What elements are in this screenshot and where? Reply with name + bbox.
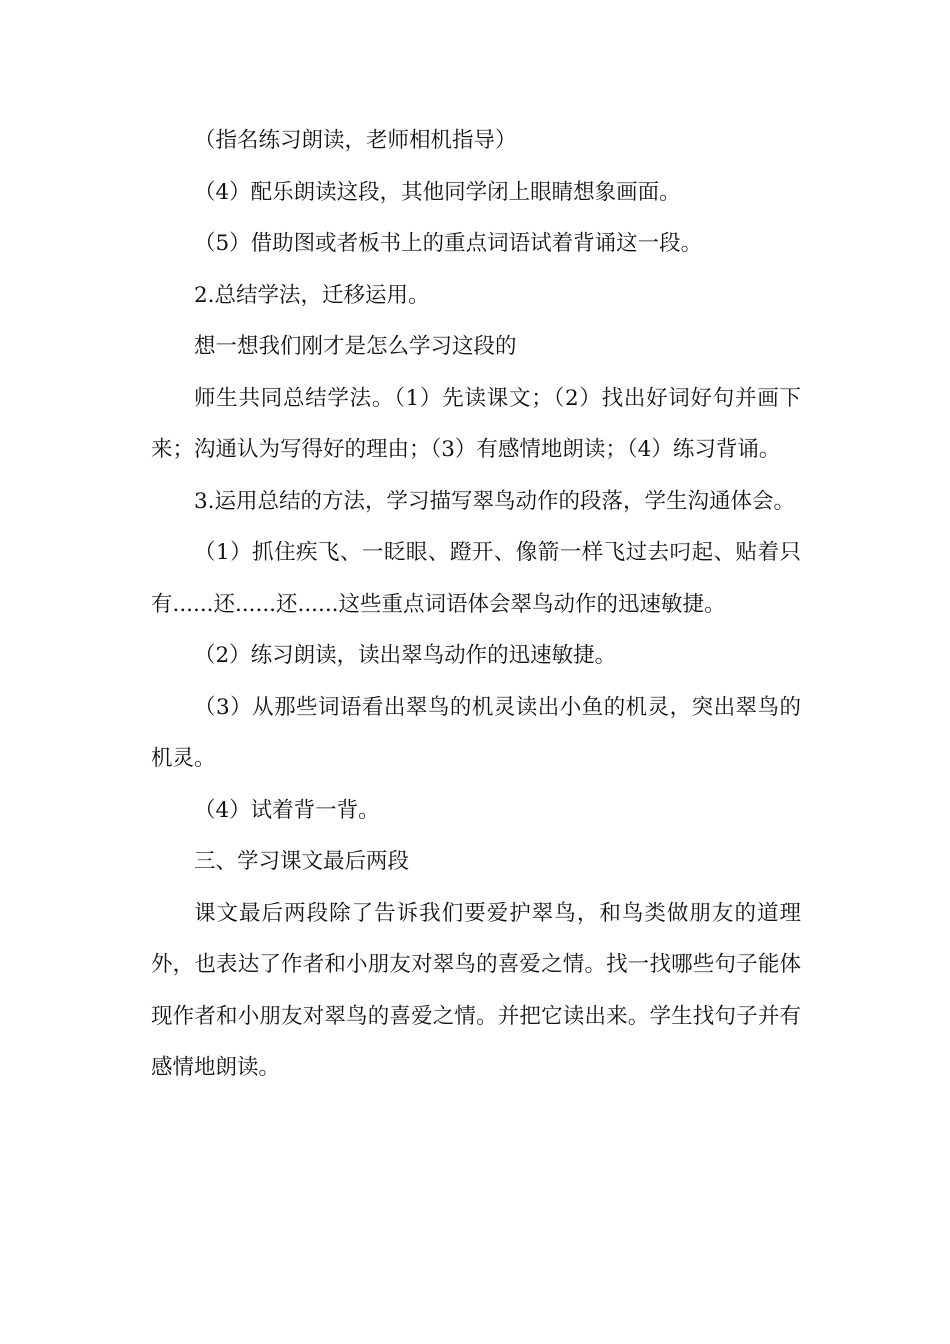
paragraph: （指名练习朗读，老师相机指导） — [194, 128, 517, 153]
document-body — [151, 115, 801, 1094]
paragraph: 课文最后两段除了告诉我们要爱护翠鸟，和鸟类做朋友的道理外，也表达了作者和小朋友对翠鸟的喜爱之情。找一找哪些句子能体现作者和小朋友对翠鸟的喜爱之情。并把它读出来。学生找句子并有感情地朗读。 — [151, 900, 801, 1080]
section-heading: 3.运用总结的方法，学习描写翠鸟动作的段落，学生沟通体会。 — [194, 488, 796, 514]
paragraph: （1）抓住疾飞、一眨眼、蹬开、像箭一样飞过去叼起、贴着只有......还......还......这些重点词语体会翠鸟动作的迅速敏捷。 — [151, 540, 801, 617]
paragraph: 想一想我们刚才是怎么学习这段的 — [194, 334, 517, 359]
paragraph: （4）配乐朗读这段，其他同学闭上眼睛想象画面。 — [194, 179, 681, 205]
paragraph: （4）试着背一背。 — [194, 797, 380, 823]
paragraph: 师生共同总结学法。（1）先读课文；（2）找出好词好句并画下来；沟通认为写得好的理由；（3）有感情地朗读；（4）练习背诵。 — [151, 385, 801, 462]
paragraph: （5）借助图或者板书上的重点词语试着背诵这一段。 — [194, 231, 703, 256]
section-heading: 三、学习课文最后两段 — [194, 849, 410, 874]
section-heading: 2.总结学法，迁移运用。 — [194, 282, 430, 308]
paragraph: （3）从那些词语看出翠鸟的机灵读出小鱼的机灵，突出翠鸟的机灵。 — [151, 694, 801, 771]
paragraph: （2）练习朗读，读出翠鸟动作的迅速敏捷。 — [194, 643, 617, 668]
